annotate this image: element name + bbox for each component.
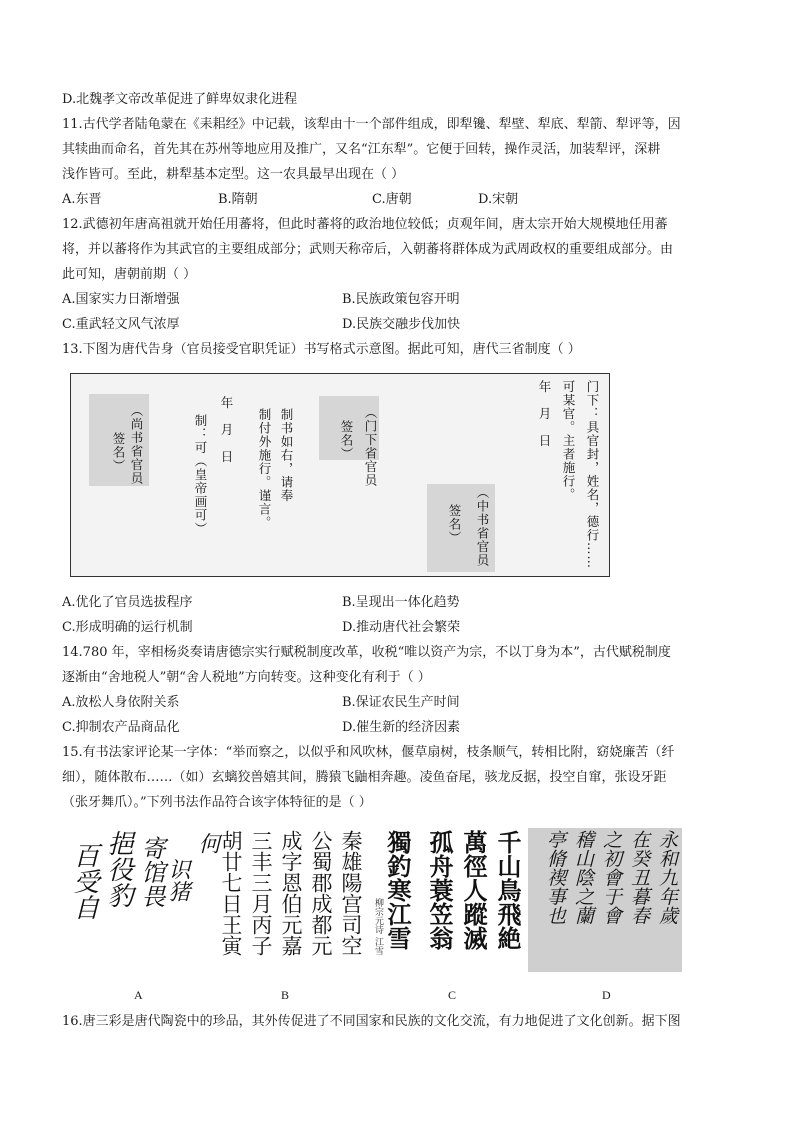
q13-stem: 13.下图为唐代告身（官员接受官职凭证）书写格式示意图。据此可知，唐代三省制度（ ） bbox=[62, 342, 581, 357]
q16-stem-line1: 16.唐三彩是唐代陶瓷中的珍品，其外传促进了不同国家和民族的文化交流，有力地促进了文化创新。据下图 bbox=[62, 1014, 681, 1029]
zhishu-text: 制书如右，请奉 bbox=[279, 408, 294, 503]
callig-d-col-4: 亭脩禊事也 bbox=[544, 830, 566, 925]
diagram-col-zhifu bbox=[257, 408, 271, 530]
calligraphy-d[interactable] bbox=[528, 828, 682, 972]
date1-text: 年 月 日 bbox=[219, 396, 234, 464]
q12-option-b[interactable]: B.民族政策包容开明 bbox=[342, 292, 460, 307]
q11-option-d[interactable]: D.宋朝 bbox=[478, 192, 519, 207]
callig-b-col-0: 秦雄陽宫司空 bbox=[339, 830, 363, 956]
callig-a-col-4: 百受自 bbox=[69, 842, 99, 920]
q11-stem-line3: 浅作皆可。至此，耕犁基本定型。这一农具最早出现在（ ） bbox=[62, 167, 405, 182]
callig-c-inscription: 柳宗元诗 江雪 bbox=[373, 898, 383, 955]
q15-stem-line1: 15.有书法家评论某一字体：“举而察之，以似乎和风吹林，偃草扇树，枝条顺气，转相比附，窈娆廉苦（纤 bbox=[62, 745, 675, 760]
q11-stem-line2: 其犊曲而命名，首先其在苏州等地应用及推广，又名“江东犁”。它便于回转，操作灵活，加装犁评，深耕 bbox=[62, 142, 661, 157]
callig-label-b: B bbox=[281, 988, 290, 1002]
q14-option-d[interactable]: D.催生新的经济因素 bbox=[342, 720, 461, 735]
zhifu-text: 制付外施行。谨言。 bbox=[257, 408, 272, 530]
q13-option-c[interactable]: C.形成明确的运行机制 bbox=[62, 620, 193, 635]
date2-text: 年 月 日 bbox=[537, 380, 552, 448]
q12-stem-line2: 将，并以蕃将作为其武官的主要组成部分；武则天称帝后，入朝蕃将群体成为武周政权的重要组成部分。由 bbox=[62, 242, 674, 257]
diagram-col-date1 bbox=[219, 396, 233, 464]
q14-stem-line2: 逐渐由“舍地税人”朝“舍人税地”方向转变。这种变化有利于（ ） bbox=[62, 670, 431, 685]
q15-stem-line3: （张牙舞爪）。”下列书法作品符合该字体特征的是（ ） bbox=[62, 795, 372, 810]
q12-stem-line3: 此可知，唐朝前期（ ） bbox=[62, 267, 197, 282]
diagram-col-menxia-sign bbox=[339, 420, 353, 461]
q12-option-c[interactable]: C.重武轻文风气浓厚 bbox=[62, 317, 180, 332]
callig-c-col-3: 獨釣寒江雪 bbox=[383, 830, 412, 950]
q14-option-b[interactable]: B.保证农民生产时间 bbox=[342, 695, 460, 710]
calligraphy-c[interactable] bbox=[372, 828, 526, 972]
diagram-col-date2 bbox=[537, 380, 551, 448]
q15-stem-line2: 细），随体散布……（如）玄螭狡兽嬉其间，腾猿飞鼬相奔趣。凌鱼奋尾，骇龙反据，投空自窜，张设牙距 bbox=[62, 770, 667, 785]
q14-option-a[interactable]: A.放松人身依附关系 bbox=[62, 695, 180, 710]
callig-a-col-1: 识猪 bbox=[165, 858, 190, 902]
q13-option-d[interactable]: D.推动唐代社会繁荣 bbox=[342, 620, 461, 635]
q11-stem-line1: 11.古代学者陆龟蒙在《耒耜经》中记载，该犁由十一个部件组成，即犁镵、犁壁、犁底、犁箭、犁评等，因 bbox=[62, 117, 681, 132]
menxia-header-text: 门下：具官封，姓名，德行…… bbox=[585, 380, 600, 569]
shangshu-sign-text: 签名） bbox=[111, 432, 126, 473]
diagram-col-shangshu-sign bbox=[111, 432, 125, 473]
diagram-col-kemouguan bbox=[561, 380, 575, 502]
menxia-official-text: （门下省官员 bbox=[363, 406, 378, 487]
callig-d-col-0: 永和九年歲 bbox=[656, 830, 678, 925]
callig-b-col-3: 三丰三月丙子 bbox=[249, 830, 273, 956]
kemouguan-text: 可某官。主者施行。 bbox=[561, 380, 576, 502]
gaoshen-format-diagram bbox=[70, 373, 610, 577]
calligraphy-a[interactable] bbox=[62, 828, 222, 972]
callig-label-a: A bbox=[134, 988, 143, 1002]
diagram-col-zhongshu bbox=[475, 486, 489, 567]
zhongshu-official-text: （中书省官员 bbox=[475, 486, 490, 567]
callig-b-col-4: 胡廿七日王寅 bbox=[219, 830, 243, 956]
q14-stem-line1: 14.780 年，宰相杨炎奏请唐德宗实行赋税制度改革，收税“唯以资产为宗，不以丁身为本”，古代赋税制度 bbox=[62, 645, 671, 660]
q14-option-c[interactable]: C.抑制农产品商品化 bbox=[62, 720, 180, 735]
calligraphy-b[interactable] bbox=[200, 828, 366, 972]
q10-option-d: D.北魏孝文帝改革促进了鲜卑奴隶化进程 bbox=[62, 92, 298, 107]
callig-a-col-2: 寄馆畏 bbox=[137, 836, 165, 908]
diagram-col-shangshu bbox=[129, 404, 143, 485]
diagram-col-zhongshu-sign bbox=[447, 504, 461, 545]
callig-d-col-2: 之初會于會 bbox=[600, 830, 622, 925]
callig-label-d: D bbox=[602, 988, 611, 1002]
callig-a-col-0: 何 bbox=[195, 832, 220, 854]
q11-option-b[interactable]: B.隋朝 bbox=[218, 192, 258, 207]
diagram-col-menxia-header bbox=[585, 380, 599, 569]
diagram-col-zhishu bbox=[279, 408, 293, 503]
q11-option-c[interactable]: C.唐朝 bbox=[372, 192, 412, 207]
shangshu-official-text: （尚书省官员 bbox=[129, 404, 144, 485]
q13-option-b[interactable]: B.呈现出一体化趋势 bbox=[342, 595, 460, 610]
callig-b-col-1: 公蜀郡成都元 bbox=[309, 830, 333, 956]
callig-c-col-1: 萬徑人蹤滅 bbox=[459, 830, 488, 950]
callig-label-c: C bbox=[448, 988, 457, 1002]
menxia-sign-text: 签名） bbox=[339, 420, 354, 461]
diagram-col-zhike bbox=[193, 414, 207, 536]
zhike-text: 制：可（皇帝画可） bbox=[193, 414, 208, 536]
q12-option-d[interactable]: D.民族交融步伐加快 bbox=[342, 317, 461, 332]
callig-c-col-0: 千山鳥飛絶 bbox=[493, 830, 522, 950]
q12-stem-line1: 12.武德初年唐高祖就开始任用蕃将，但此时蕃将的政治地位较低；贞观年间，唐太宗开始大规模地任用蕃 bbox=[62, 217, 668, 232]
callig-d-col-3: 稽山陰之蘭 bbox=[572, 830, 594, 925]
q11-option-a[interactable]: A.东晋 bbox=[62, 192, 102, 207]
callig-d-col-1: 在癸丑暮春 bbox=[628, 830, 650, 925]
callig-b-col-2: 成字恩伯元嘉 bbox=[279, 830, 303, 956]
diagram-col-menxia bbox=[363, 406, 377, 487]
zhongshu-sign-text: 签名） bbox=[447, 504, 462, 545]
q12-option-a[interactable]: A.国家实力日渐增强 bbox=[62, 292, 180, 307]
q13-option-a[interactable]: A.优化了官员选拔程序 bbox=[62, 595, 193, 610]
callig-a-col-3: 挹役豹 bbox=[103, 830, 133, 908]
callig-c-col-2: 孤舟蓑笠翁 bbox=[425, 830, 454, 950]
